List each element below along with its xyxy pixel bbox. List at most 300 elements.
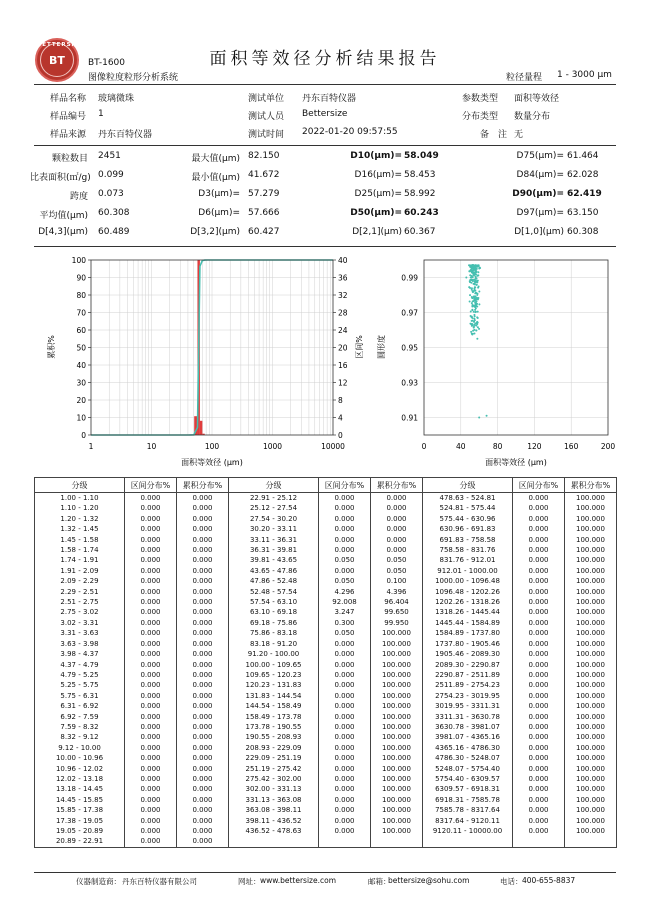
stats-row bbox=[30, 167, 616, 186]
table-cell: 100.000 bbox=[565, 566, 617, 576]
table-cell: 100.000 bbox=[371, 743, 423, 753]
sample-name-value: 玻璃微珠 bbox=[98, 94, 135, 104]
scatter-point bbox=[475, 296, 477, 298]
table-cell: 0.000 bbox=[319, 514, 371, 524]
table-row bbox=[35, 639, 617, 649]
table-cell: 6.31 - 6.92 bbox=[35, 701, 125, 711]
table-cell: 100.000 bbox=[371, 816, 423, 826]
scatter-point bbox=[472, 300, 474, 302]
stat-label: D25(μm)= bbox=[354, 189, 402, 199]
column-header: 区间分布% bbox=[319, 478, 371, 493]
column-header: 区间分布% bbox=[513, 478, 565, 493]
table-cell: 0.000 bbox=[125, 816, 177, 826]
column-header: 累积分布% bbox=[565, 478, 617, 493]
range-value: 1 - 3000 μm bbox=[557, 70, 612, 80]
sample-info bbox=[34, 88, 616, 144]
table-cell: 100.000 bbox=[565, 597, 617, 607]
scatter-point bbox=[470, 270, 472, 272]
table-cell: 0.000 bbox=[125, 514, 177, 524]
scatter-point bbox=[478, 285, 480, 287]
stat-label: 比表面积(㎡/g) bbox=[30, 173, 91, 183]
report-title: 面积等效径分析结果报告 bbox=[209, 49, 441, 69]
table-cell: 0.000 bbox=[319, 691, 371, 701]
table-cell: 0.000 bbox=[513, 628, 565, 638]
scatter-point bbox=[471, 320, 473, 322]
scatter-point bbox=[474, 319, 476, 321]
column-header: 分级 bbox=[35, 478, 125, 493]
table-cell: 0.000 bbox=[513, 660, 565, 670]
table-cell: 0.000 bbox=[319, 545, 371, 555]
scatter-point bbox=[475, 307, 477, 309]
table-cell: 0.000 bbox=[319, 670, 371, 680]
y-tick-labels bbox=[401, 274, 418, 423]
table-cell: 302.00 - 331.13 bbox=[229, 784, 319, 794]
table-row bbox=[35, 597, 617, 607]
stat-label: D75(μm)= bbox=[516, 151, 564, 161]
table-cell: 22.91 - 25.12 bbox=[229, 493, 319, 504]
table-cell: 1.10 - 1.20 bbox=[35, 503, 125, 513]
stat-value: 60.308 bbox=[98, 208, 130, 218]
table-cell: 0.000 bbox=[371, 514, 423, 524]
scatter-point bbox=[472, 272, 474, 274]
table-cell: 0.000 bbox=[319, 774, 371, 784]
table-cell: 2089.30 - 2290.87 bbox=[423, 660, 513, 670]
stat-label: D84(μm)= bbox=[516, 170, 564, 180]
table-cell: 630.96 - 691.83 bbox=[423, 524, 513, 534]
distribution-chart bbox=[40, 250, 370, 472]
scatter-point bbox=[471, 302, 473, 304]
table-cell: 19.05 - 20.89 bbox=[35, 826, 125, 836]
table-cell: 39.81 - 43.65 bbox=[229, 555, 319, 565]
table-cell: 4786.30 - 5248.07 bbox=[423, 753, 513, 763]
y2-tick-label: 24 bbox=[338, 326, 348, 335]
table-cell: 0.000 bbox=[319, 743, 371, 753]
table-cell: 100.000 bbox=[371, 712, 423, 722]
table-cell: 6309.57 - 6918.31 bbox=[423, 784, 513, 794]
table-row bbox=[35, 680, 617, 690]
table-cell: 7.59 - 8.32 bbox=[35, 722, 125, 732]
table-cell: 0.000 bbox=[177, 649, 229, 659]
stat-label: 最小值(μm) bbox=[191, 173, 240, 183]
table-cell: 0.000 bbox=[177, 836, 229, 847]
table-cell: 0.000 bbox=[125, 660, 177, 670]
table-cell: 3981.07 - 4365.16 bbox=[423, 732, 513, 742]
table-cell: 0.000 bbox=[513, 555, 565, 565]
table-cell: 100.000 bbox=[371, 722, 423, 732]
table-cell: 10.00 - 10.96 bbox=[35, 753, 125, 763]
table-cell: 251.19 - 275.42 bbox=[229, 764, 319, 774]
scatter-point bbox=[473, 321, 475, 323]
scatter-point bbox=[471, 333, 473, 335]
table-cell: 100.000 bbox=[565, 607, 617, 617]
scatter-point bbox=[473, 314, 475, 316]
table-cell: 0.000 bbox=[125, 493, 177, 504]
table-cell: 0.000 bbox=[319, 680, 371, 690]
table-cell bbox=[423, 836, 513, 847]
table-cell: 10.96 - 12.02 bbox=[35, 764, 125, 774]
scatter-point bbox=[469, 323, 471, 325]
table-cell: 3019.95 - 3311.31 bbox=[423, 701, 513, 711]
stats-row bbox=[34, 224, 616, 243]
table-cell: 0.000 bbox=[177, 587, 229, 597]
stat-value: 41.672 bbox=[248, 170, 280, 180]
x-tick-labels bbox=[89, 442, 346, 451]
stat-value: 58.992 bbox=[404, 189, 436, 199]
stat-label: 颗粒数目 bbox=[51, 154, 88, 164]
table-cell: 0.000 bbox=[177, 555, 229, 565]
table-cell: 0.000 bbox=[177, 784, 229, 794]
table-cell: 1445.44 - 1584.89 bbox=[423, 618, 513, 628]
table-cell: 0.000 bbox=[125, 555, 177, 565]
table-cell: 0.000 bbox=[513, 566, 565, 576]
table-cell: 0.000 bbox=[177, 680, 229, 690]
sample-id-value: 1 bbox=[98, 109, 104, 119]
y2-tick-label: 20 bbox=[338, 343, 348, 353]
sample-row bbox=[34, 106, 616, 125]
table-cell: 100.000 bbox=[565, 535, 617, 545]
table-row bbox=[35, 587, 617, 597]
table-row bbox=[35, 743, 617, 753]
y-tick-label: 0.97 bbox=[401, 308, 418, 318]
table-cell: 275.42 - 302.00 bbox=[229, 774, 319, 784]
table-cell: 0.000 bbox=[125, 587, 177, 597]
table-cell: 0.000 bbox=[513, 576, 565, 586]
table-row bbox=[35, 493, 617, 504]
table-cell: 0.000 bbox=[177, 795, 229, 805]
table-cell: 100.000 bbox=[565, 732, 617, 742]
table-cell: 0.000 bbox=[177, 816, 229, 826]
x-tick-label: 0 bbox=[421, 442, 427, 451]
table-cell: 83.18 - 91.20 bbox=[229, 639, 319, 649]
table-cell: 3.31 - 3.63 bbox=[35, 628, 125, 638]
table-cell: 0.000 bbox=[513, 680, 565, 690]
table-cell: 0.000 bbox=[125, 639, 177, 649]
table-cell: 0.300 bbox=[319, 618, 371, 628]
table-cell: 0.000 bbox=[513, 607, 565, 617]
table-cell: 52.48 - 57.54 bbox=[229, 587, 319, 597]
table-cell: 2290.87 - 2511.89 bbox=[423, 670, 513, 680]
y2-tick-label: 4 bbox=[338, 413, 343, 423]
scatter-point bbox=[471, 309, 473, 311]
table-cell: 0.000 bbox=[125, 680, 177, 690]
table-cell: 0.000 bbox=[125, 753, 177, 763]
sample-source-label: 样品来源 bbox=[49, 130, 86, 140]
table-cell bbox=[513, 836, 565, 847]
scatter-point bbox=[477, 317, 479, 319]
y2-tick-label: 12 bbox=[338, 378, 348, 388]
table-header-row bbox=[35, 478, 617, 493]
table-cell: 100.000 bbox=[565, 587, 617, 597]
y-tick-label: 80 bbox=[76, 291, 86, 300]
table-cell: 0.000 bbox=[319, 805, 371, 815]
table-cell: 0.050 bbox=[371, 555, 423, 565]
table-cell: 7585.78 - 8317.64 bbox=[423, 805, 513, 815]
table-cell: 0.000 bbox=[319, 753, 371, 763]
table-row bbox=[35, 691, 617, 701]
x-axis-label: 面积等效径 (μm) bbox=[485, 458, 547, 467]
x-tick-label: 1000 bbox=[262, 442, 283, 451]
sample-name-label: 样品名称 bbox=[49, 94, 86, 104]
scatter-point bbox=[474, 292, 476, 294]
param-type-label: 参数类型 bbox=[462, 94, 499, 104]
table-cell: 0.000 bbox=[319, 639, 371, 649]
table-cell: 0.000 bbox=[177, 774, 229, 784]
x-tick-label: 120 bbox=[527, 442, 542, 451]
table-cell: 100.000 bbox=[371, 784, 423, 794]
stat-value: 0.073 bbox=[98, 189, 124, 199]
table-cell: 0.000 bbox=[177, 701, 229, 711]
y2-tick-label: 8 bbox=[338, 396, 343, 405]
table-cell: 0.000 bbox=[513, 784, 565, 794]
table-cell: 3630.78 - 3981.07 bbox=[423, 722, 513, 732]
column-header: 分级 bbox=[229, 478, 319, 493]
table-cell: 2511.89 - 2754.23 bbox=[423, 680, 513, 690]
table-cell: 0.000 bbox=[513, 691, 565, 701]
table-row bbox=[35, 576, 617, 586]
stat-value: 2451 bbox=[98, 151, 121, 161]
table-cell: 0.000 bbox=[177, 503, 229, 513]
scatter-point bbox=[473, 326, 475, 328]
table-cell: 0.000 bbox=[177, 660, 229, 670]
website-label: 网址： bbox=[238, 877, 261, 886]
column-header: 区间分布% bbox=[125, 478, 177, 493]
stat-label: 平均值(μm) bbox=[39, 211, 88, 221]
table-cell: 478.63 - 524.81 bbox=[423, 493, 513, 504]
table-cell: 4.296 bbox=[319, 587, 371, 597]
scatter-point bbox=[477, 326, 479, 328]
table-cell: 173.78 - 190.55 bbox=[229, 722, 319, 732]
phone-value: 400-655-8837 bbox=[522, 876, 576, 885]
table-cell: 0.000 bbox=[125, 628, 177, 638]
table-cell: 100.000 bbox=[565, 774, 617, 784]
scatter-point bbox=[475, 303, 477, 305]
table-cell: 0.000 bbox=[125, 795, 177, 805]
column-header: 分级 bbox=[423, 478, 513, 493]
table-cell: 100.000 bbox=[565, 784, 617, 794]
x-axis-label: 面积等效径 (μm) bbox=[181, 458, 243, 467]
table-cell: 0.000 bbox=[125, 732, 177, 742]
email-link[interactable]: bettersize@sohu.com bbox=[388, 876, 470, 885]
table-cell: 2.75 - 3.02 bbox=[35, 607, 125, 617]
table-cell: 100.000 bbox=[565, 722, 617, 732]
table-cell: 3.98 - 4.37 bbox=[35, 649, 125, 659]
table-cell: 0.000 bbox=[125, 618, 177, 628]
table-cell: 208.93 - 229.09 bbox=[229, 743, 319, 753]
table-cell: 96.404 bbox=[371, 597, 423, 607]
table-cell: 12.02 - 13.18 bbox=[35, 774, 125, 784]
table-cell: 100.000 bbox=[371, 805, 423, 815]
table-row bbox=[35, 764, 617, 774]
scatter-point bbox=[474, 286, 476, 288]
table-cell: 4.396 bbox=[371, 587, 423, 597]
y-axis-label: 累积% bbox=[47, 335, 56, 359]
scatter-point bbox=[470, 311, 472, 313]
range-label: 粒径量程 bbox=[506, 73, 543, 83]
scatter-point bbox=[469, 301, 471, 303]
table-row bbox=[35, 649, 617, 659]
table-row bbox=[35, 795, 617, 805]
table-cell: 0.000 bbox=[125, 743, 177, 753]
circularity-scatter-chart bbox=[372, 250, 622, 472]
table-cell: 0.000 bbox=[513, 649, 565, 659]
table-cell: 100.000 bbox=[565, 628, 617, 638]
website-link[interactable]: www.bettersize.com bbox=[260, 876, 336, 885]
scatter-point bbox=[477, 275, 479, 277]
system-name: 图像粒度粒形分析系统 bbox=[88, 73, 179, 83]
table-cell: 0.000 bbox=[513, 670, 565, 680]
table-row bbox=[35, 784, 617, 794]
table-cell: 120.23 - 131.83 bbox=[229, 680, 319, 690]
scatter-point bbox=[472, 266, 474, 268]
table-cell: 0.000 bbox=[319, 701, 371, 711]
scatter-point bbox=[471, 289, 473, 291]
table-cell: 15.85 - 17.38 bbox=[35, 805, 125, 815]
maker-value: 丹东百特仪器有限公司 bbox=[122, 877, 197, 886]
table-row bbox=[35, 628, 617, 638]
y-tick-label: 0.99 bbox=[401, 273, 418, 283]
scatter-point bbox=[469, 294, 471, 296]
table-cell: 100.00 - 109.65 bbox=[229, 660, 319, 670]
scatter-point bbox=[475, 311, 477, 313]
y-tick-label: 40 bbox=[76, 361, 86, 370]
table-cell: 0.050 bbox=[319, 555, 371, 565]
statistics bbox=[30, 148, 616, 246]
scatter-point bbox=[474, 299, 476, 301]
table-cell: 5754.40 - 6309.57 bbox=[423, 774, 513, 784]
scatter-point bbox=[470, 315, 472, 317]
scatter-point bbox=[475, 270, 477, 272]
stat-value: 60.489 bbox=[98, 227, 130, 237]
table-cell: 100.000 bbox=[565, 618, 617, 628]
table-cell: 6918.31 - 7585.78 bbox=[423, 795, 513, 805]
remark-value: 无 bbox=[514, 130, 524, 140]
table-cell: 100.000 bbox=[565, 576, 617, 586]
table-cell: 398.11 - 436.52 bbox=[229, 816, 319, 826]
table-cell: 0.000 bbox=[513, 597, 565, 607]
table-cell: 0.000 bbox=[125, 722, 177, 732]
test-time-label: 测试时间 bbox=[248, 130, 285, 140]
param-type-value: 面积等效径 bbox=[514, 94, 560, 104]
table-cell: 100.000 bbox=[565, 503, 617, 513]
scatter-point bbox=[473, 332, 475, 334]
table-cell: 13.18 - 14.45 bbox=[35, 784, 125, 794]
table-cell: 2754.23 - 3019.95 bbox=[423, 691, 513, 701]
scatter-point bbox=[476, 281, 478, 283]
table-cell: 0.000 bbox=[513, 743, 565, 753]
table-cell: 3.02 - 3.31 bbox=[35, 618, 125, 628]
table-cell: 100.000 bbox=[565, 555, 617, 565]
table-cell: 3.247 bbox=[319, 607, 371, 617]
test-unit-value: 丹东百特仪器 bbox=[302, 94, 357, 104]
scatter-points bbox=[465, 264, 487, 418]
table-cell: 36.31 - 39.81 bbox=[229, 545, 319, 555]
table-cell: 0.000 bbox=[177, 535, 229, 545]
table-cell: 0.000 bbox=[177, 753, 229, 763]
scatter-point bbox=[473, 283, 475, 285]
table-cell: 0.000 bbox=[125, 805, 177, 815]
table-cell: 0.000 bbox=[125, 784, 177, 794]
y2-tick-label: 32 bbox=[338, 291, 348, 300]
scatter-point bbox=[475, 325, 477, 327]
table-cell: 0.000 bbox=[177, 732, 229, 742]
table-cell: 100.000 bbox=[565, 743, 617, 753]
table-row bbox=[35, 524, 617, 534]
table-cell: 1737.80 - 1905.46 bbox=[423, 639, 513, 649]
table-cell: 0.050 bbox=[319, 628, 371, 638]
table-cell: 1.45 - 1.58 bbox=[35, 535, 125, 545]
stat-label: D90(μm)= bbox=[512, 189, 564, 199]
scatter-point bbox=[474, 298, 476, 300]
table-cell: 0.000 bbox=[513, 524, 565, 534]
table-cell: 0.000 bbox=[177, 566, 229, 576]
scatter-point bbox=[470, 331, 472, 333]
y2-tick-label: 28 bbox=[338, 308, 348, 318]
table-cell: 33.11 - 36.31 bbox=[229, 535, 319, 545]
table-cell: 100.000 bbox=[565, 545, 617, 555]
table-cell: 3.63 - 3.98 bbox=[35, 639, 125, 649]
table-cell: 0.050 bbox=[319, 576, 371, 586]
y2-tick-label: 16 bbox=[338, 361, 348, 370]
table-row bbox=[35, 660, 617, 670]
table-cell: 0.000 bbox=[177, 576, 229, 586]
table-cell: 0.000 bbox=[513, 514, 565, 524]
scatter-point bbox=[478, 290, 480, 292]
table-cell: 100.000 bbox=[565, 649, 617, 659]
stat-value: 58.049 bbox=[404, 151, 439, 161]
table-cell: 100.000 bbox=[565, 670, 617, 680]
table-cell: 0.000 bbox=[319, 649, 371, 659]
y-tick-label: 50 bbox=[76, 343, 86, 353]
table-cell: 100.000 bbox=[371, 680, 423, 690]
stat-label: D16(μm)= bbox=[354, 170, 402, 180]
table-cell: 8.32 - 9.12 bbox=[35, 732, 125, 742]
table-cell: 0.000 bbox=[513, 639, 565, 649]
table-cell bbox=[565, 836, 617, 847]
footer-divider bbox=[34, 872, 616, 873]
y-tick-label: 60 bbox=[76, 326, 86, 335]
table-cell: 0.000 bbox=[319, 764, 371, 774]
remark-label: 备 注 bbox=[480, 130, 508, 140]
table-cell: 2.09 - 2.29 bbox=[35, 576, 125, 586]
table-cell: 0.000 bbox=[513, 722, 565, 732]
table-cell: 0.000 bbox=[177, 764, 229, 774]
table-cell: 190.55 - 208.93 bbox=[229, 732, 319, 742]
y-tick-label: 30 bbox=[76, 378, 86, 388]
table-cell: 0.000 bbox=[319, 566, 371, 576]
table-cell: 0.000 bbox=[371, 535, 423, 545]
y2-tick-label: 0 bbox=[338, 431, 343, 440]
table-cell: 331.13 - 363.08 bbox=[229, 795, 319, 805]
table-cell: 5.25 - 5.75 bbox=[35, 680, 125, 690]
table-cell: 0.000 bbox=[177, 607, 229, 617]
table-cell: 100.000 bbox=[371, 701, 423, 711]
scatter-point bbox=[478, 417, 480, 419]
y-tick-label: 0.93 bbox=[401, 378, 418, 388]
table-cell: 100.000 bbox=[565, 639, 617, 649]
table-cell: 100.000 bbox=[565, 764, 617, 774]
scatter-point bbox=[474, 274, 476, 276]
table-cell: 25.12 - 27.54 bbox=[229, 503, 319, 513]
table-cell: 0.000 bbox=[125, 607, 177, 617]
stat-value: 62.419 bbox=[567, 189, 602, 199]
scatter-point bbox=[465, 277, 467, 279]
y-tick-label: 0.91 bbox=[401, 413, 418, 423]
table-row bbox=[35, 503, 617, 513]
interval-bar bbox=[200, 421, 202, 435]
table-cell: 0.000 bbox=[319, 493, 371, 504]
stat-value: 60.367 bbox=[404, 227, 436, 237]
table-cell: 0.000 bbox=[513, 795, 565, 805]
